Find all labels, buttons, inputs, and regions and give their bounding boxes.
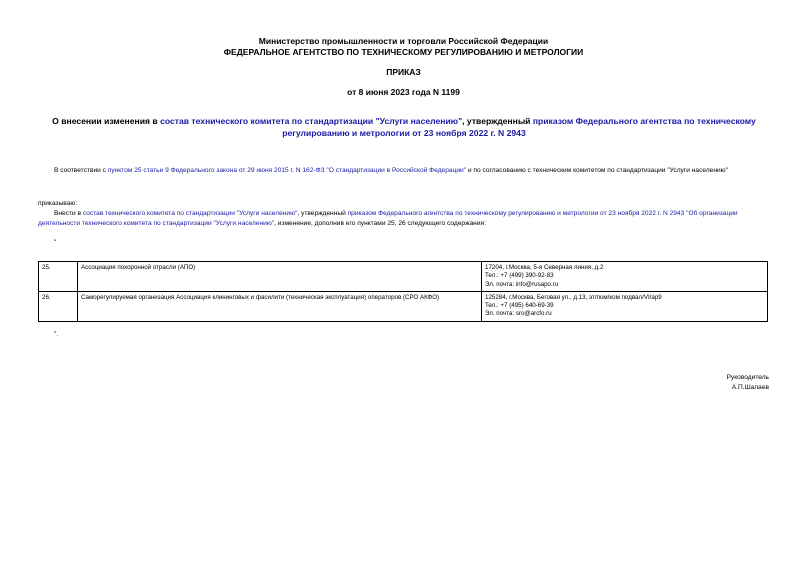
table-row: [39, 291, 768, 321]
agency-heading: ФЕДЕРАЛЬНОЕ АГЕНТСТВО ПО ТЕХНИЧЕСКОМУ РЕГУЛИРОВАНИЮ И МЕТРОЛОГИИ: [223, 47, 584, 57]
order-word: приказываю:: [38, 200, 78, 207]
document-title: [38, 115, 770, 139]
document-date-number: от 8 июня 2023 года N 1199: [347, 87, 460, 97]
row-number: 26.: [39, 291, 78, 321]
preamble-text-1: В соответствии с: [54, 167, 108, 174]
organization-name: Ассоциация похоронной отрасли (АПО): [78, 262, 482, 292]
contact-cell: [482, 291, 768, 321]
title-link-committee[interactable]: состав технического комитета по стандартизации "Услуги населению": [160, 116, 463, 126]
preamble-link-law[interactable]: пунктом 25 статьи 9 Федерального закона от 29 июня 2015 г. N 162-ФЗ "О стандартизации в Российской Федерации": [107, 167, 467, 174]
clause-text-2: , утвержденный: [297, 210, 348, 217]
row-number: 25.: [39, 262, 78, 292]
email-text: Эл. почта: sro@arcfo.ru: [485, 310, 552, 318]
quote-close: ".: [54, 331, 59, 338]
quote-open: ": [54, 239, 57, 246]
address-text: 125284, г.Москва, Беговая ул., д.13, эт/пом/ком подвал/VI/ар9: [485, 293, 662, 301]
signature-position: Руководитель: [726, 374, 769, 381]
phone-text: Тел.: +7 (499) 390-92-83: [485, 272, 554, 280]
organization-name: Саморегулируемая организация Ассоциация клининговых и фасилити (техническая эксплуатация) операторов (СРО АКФО): [78, 291, 482, 321]
title-link-order[interactable]: приказом Федерального агентства по техническому регулированию и метрологии от 23 ноября 2022 г. N 2943: [282, 116, 756, 138]
preamble-text-2: и по согласованию с техническим комитетом по стандартизации "Услуги населению": [466, 167, 728, 174]
email-text: Эл. почта: info@rusapo.ru: [485, 280, 559, 288]
committee-members-table: [38, 261, 768, 322]
table-row: [39, 262, 768, 292]
clause-link-order[interactable]: приказом Федерального агентства по техническому регулированию и метрологии от 23 ноября 2022 г. N 2943 "Об организации деятельности технического комитета по стандартизации "Услуги населению": [38, 210, 738, 227]
document-type: ПРИКАЗ: [386, 67, 421, 77]
clause-text-1: Внести в: [54, 210, 83, 217]
preamble-paragraph: [38, 166, 770, 176]
signature-name: А.П.Шалаев: [731, 384, 769, 391]
clause-paragraph: [38, 209, 770, 229]
ministry-heading: Министерство промышленности и торговли Российской Федерации: [258, 36, 549, 46]
title-text-1: О внесении изменения в: [52, 116, 161, 126]
clause-text-3: , изменение, дополнив его пунктами 25, 26 следующего содержания:: [274, 220, 486, 227]
address-text: 17204, г.Москва, 5-я Северная линия, д.2: [485, 264, 604, 271]
clause-link-committee[interactable]: состав технического комитета по стандартизации "Услуги населению": [82, 210, 298, 217]
phone-text: Тел.: +7 (495) 640-69-39: [485, 302, 554, 310]
title-text-2: , утвержденный: [462, 116, 533, 126]
contact-cell: [482, 262, 768, 292]
